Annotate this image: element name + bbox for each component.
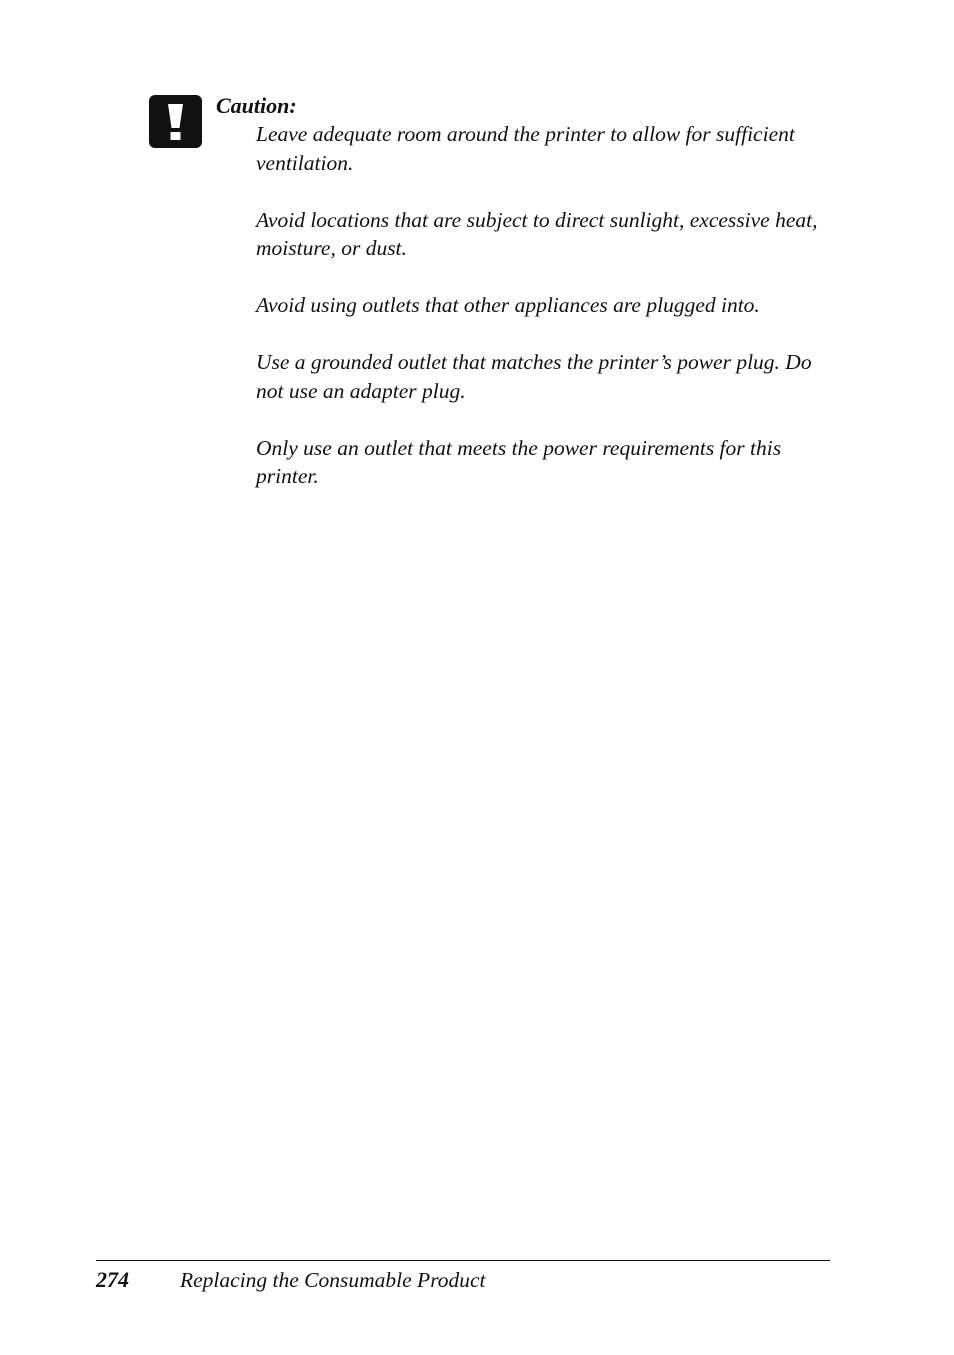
footer-section-title: Replacing the Consumable Product	[180, 1268, 486, 1292]
caution-paragraph: Avoid locations that are subject to direct sunlight, excessive heat, moisture, or dust.	[256, 207, 818, 260]
caution-paragraph: Only use an outlet that meets the power requirements for this printer.	[256, 435, 782, 488]
caution-body	[256, 120, 836, 519]
exclamation-icon	[149, 95, 202, 148]
caution-paragraph: Leave adequate room around the printer to allow for sufficient ventilation.	[256, 122, 795, 175]
caution-heading: Caution:	[216, 93, 297, 118]
caution-paragraph: Use a grounded outlet that matches the printer’s power plug. Do not use an adapter plug.	[256, 350, 812, 403]
page-number: 274	[96, 1267, 129, 1292]
footer-rule	[96, 1260, 830, 1261]
caution-paragraph: Avoid using outlets that other appliances are plugged into.	[256, 293, 760, 317]
